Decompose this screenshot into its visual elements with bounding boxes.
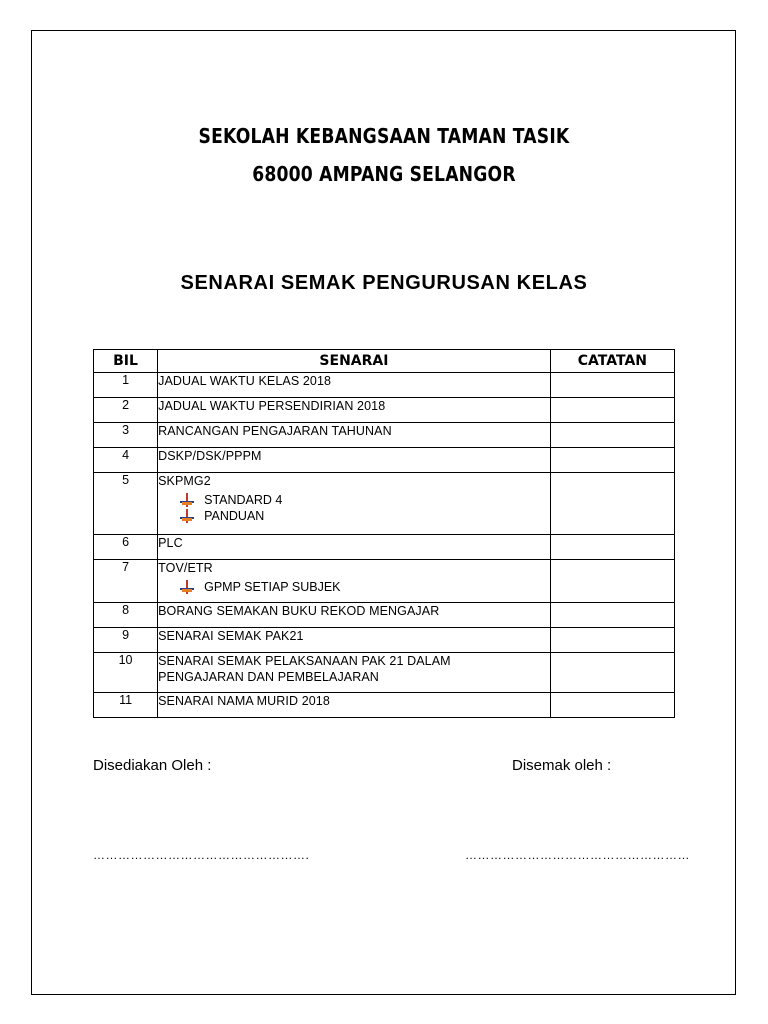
remarks-cell[interactable] bbox=[550, 373, 674, 398]
table-row bbox=[94, 693, 675, 718]
checklist-item-cell bbox=[158, 535, 551, 560]
table-row bbox=[94, 423, 675, 448]
table-header-row bbox=[94, 350, 675, 373]
checked-by-signature-line: ……………………………………………… bbox=[465, 848, 690, 862]
checklist-item-cell bbox=[158, 373, 551, 398]
column-header-senarai: SENARAI bbox=[158, 350, 551, 373]
checklist-item-cell bbox=[158, 603, 551, 628]
document-title: SENARAI SEMAK PENGURUSAN KELAS bbox=[180, 272, 588, 294]
checked-by-label: Disemak oleh : bbox=[512, 757, 612, 774]
school-address: 68000 AMPANG SELANGOR bbox=[252, 162, 516, 186]
checklist-sub-item bbox=[180, 492, 550, 508]
checklist-item-cell bbox=[158, 473, 551, 535]
remarks-cell[interactable] bbox=[550, 693, 674, 718]
table-row bbox=[94, 535, 675, 560]
checklist-item-label: SENARAI NAMA MURID 2018 bbox=[158, 694, 330, 708]
checklist-item-label: PLC bbox=[158, 536, 183, 550]
checklist-item-cell bbox=[158, 560, 551, 603]
table-row bbox=[94, 448, 675, 473]
row-number: 3 bbox=[94, 423, 158, 448]
checklist-table bbox=[93, 349, 675, 718]
row-number: 8 bbox=[94, 603, 158, 628]
remarks-cell[interactable] bbox=[550, 473, 674, 535]
four-point-star-bullet-icon bbox=[180, 509, 194, 523]
row-number: 10 bbox=[94, 653, 158, 693]
table-row bbox=[94, 560, 675, 603]
four-point-star-bullet-icon bbox=[180, 580, 194, 594]
table-row bbox=[94, 603, 675, 628]
column-header-bil: BIL bbox=[94, 350, 158, 373]
checklist-item-label: BORANG SEMAKAN BUKU REKOD MENGAJAR bbox=[158, 604, 440, 618]
checklist-item-label: JADUAL WAKTU KELAS 2018 bbox=[158, 374, 332, 388]
sub-item-label: STANDARD 4 bbox=[204, 493, 283, 507]
checklist-item-label: RANCANGAN PENGAJARAN TAHUNAN bbox=[158, 424, 392, 438]
table-row bbox=[94, 473, 675, 535]
table-row bbox=[94, 653, 675, 693]
row-number: 7 bbox=[94, 560, 158, 603]
row-number: 9 bbox=[94, 628, 158, 653]
checklist-item-cell bbox=[158, 398, 551, 423]
remarks-cell[interactable] bbox=[550, 423, 674, 448]
checklist-item-label: TOV/ETR bbox=[158, 561, 213, 575]
table-body bbox=[94, 373, 675, 718]
checklist-sub-item bbox=[180, 579, 550, 595]
remarks-cell[interactable] bbox=[550, 535, 674, 560]
sub-item-label: PANDUAN bbox=[204, 509, 265, 523]
row-number: 11 bbox=[94, 693, 158, 718]
checklist-item-cell bbox=[158, 653, 551, 693]
checklist-item-label: SENARAI SEMAK PAK21 bbox=[158, 629, 304, 643]
table-row bbox=[94, 628, 675, 653]
checklist-item-cell bbox=[158, 693, 551, 718]
checklist-sub-item bbox=[180, 508, 550, 524]
checklist-item-cell bbox=[158, 628, 551, 653]
school-name: SEKOLAH KEBANGSAAN TAMAN TASIK bbox=[198, 124, 570, 148]
table-row bbox=[94, 373, 675, 398]
sub-item-label: GPMP SETIAP SUBJEK bbox=[204, 580, 341, 594]
four-point-star-bullet-icon bbox=[180, 493, 194, 507]
checklist-item-label: SKPMG2 bbox=[158, 474, 211, 488]
checklist-item-label: JADUAL WAKTU PERSENDIRIAN 2018 bbox=[158, 399, 386, 413]
checklist-item-cell bbox=[158, 423, 551, 448]
row-number: 4 bbox=[94, 448, 158, 473]
column-header-catatan: CATATAN bbox=[550, 350, 674, 373]
table-row bbox=[94, 398, 675, 423]
remarks-cell[interactable] bbox=[550, 628, 674, 653]
checklist-item-label: SENARAI SEMAK PELAKSANAAN PAK 21 DALAM PENGAJARAN DAN PEMBELAJARAN bbox=[158, 654, 451, 684]
remarks-cell[interactable] bbox=[550, 448, 674, 473]
row-number: 1 bbox=[94, 373, 158, 398]
row-number: 6 bbox=[94, 535, 158, 560]
checklist-item-cell bbox=[158, 448, 551, 473]
prepared-by-label: Disediakan Oleh : bbox=[93, 757, 212, 774]
prepared-by-signature-line: ……………………………………………. bbox=[93, 848, 310, 862]
remarks-cell[interactable] bbox=[550, 653, 674, 693]
checklist-item-label: DSKP/DSK/PPPM bbox=[158, 449, 262, 463]
remarks-cell[interactable] bbox=[550, 603, 674, 628]
remarks-cell[interactable] bbox=[550, 398, 674, 423]
row-number: 5 bbox=[94, 473, 158, 535]
row-number: 2 bbox=[94, 398, 158, 423]
remarks-cell[interactable] bbox=[550, 560, 674, 603]
